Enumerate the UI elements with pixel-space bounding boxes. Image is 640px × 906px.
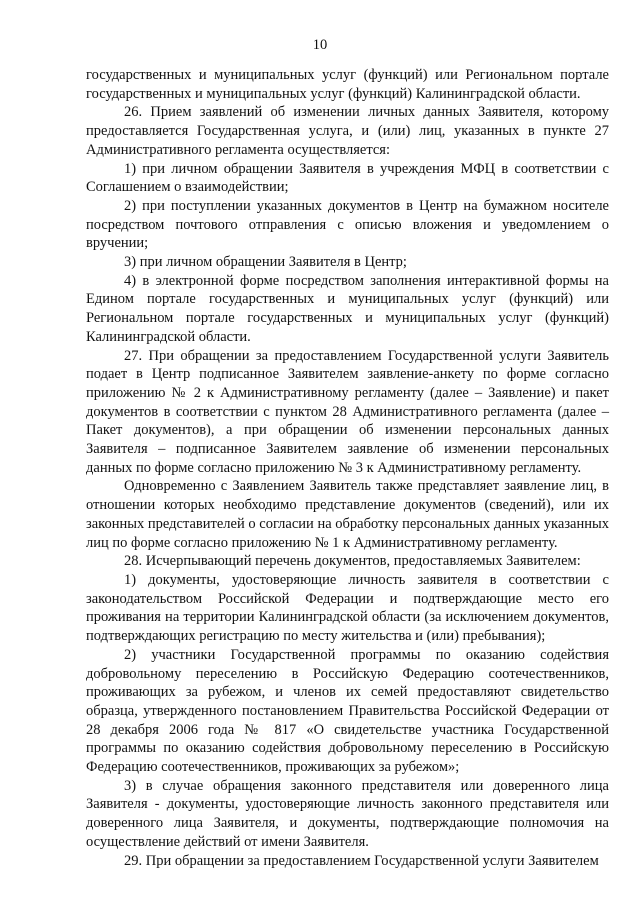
paragraph-28-item-1: 1) документы, удостоверяющие личность заявителя в соответствии с законодательством Российской Федерации и подтверждающие место его проживания на территории Калининградской области (за исключением документов, подтверждающих регистрацию по месту жительства и (или) пребывания); <box>86 571 609 645</box>
paragraph-28-item-3: 3) в случае обращения законного представителя или доверенного лица Заявителя - документы, удостоверяющие личность законного представителя или доверенного лица Заявителя, и документы, подтверждающие полномочия на осуществление действий от имени Заявителя. <box>86 777 609 850</box>
paragraph-29: 29. При обращении за предоставлением Государственной услуги Заявителем <box>124 852 599 869</box>
document-body <box>86 66 609 870</box>
paragraph-27: 27. При обращении за предоставлением Государственной услуги Заявитель подает в Центр подписанное Заявителем заявление-анкету по форме согласно приложению № 2 к Административному регламенту (далее – Заявление) и пакет документов в соответствии с пунктом 28 Административного регламента (далее – Пакет документов), а при обращении об изменении персональных данных Заявителя – подписанное Заявителем заявление об изменении персональных данных по форме согласно приложению № 3 к Административному регламенту. <box>86 347 609 476</box>
page-number: 10 <box>312 37 328 53</box>
paragraph-26-item-1: 1) при личном обращении Заявителя в учреждения МФЦ в соответствии с Соглашением о взаимодействии; <box>86 160 609 196</box>
paragraph-27-continued: Одновременно с Заявлением Заявитель также представляет заявление лиц, в отношении которых необходимо представление документов (сведений), или их законных представителей о согласии на обработку персональных данных указанных лиц по форме согласно приложению № 1 к Административному регламенту. <box>86 478 609 551</box>
paragraph-continuation: государственных и муниципальных услуг (функций) или Региональном портале государственных и муниципальных услуг (функций) Калининградской области. <box>86 67 609 102</box>
paragraph-26: 26. Прием заявлений об изменении личных данных Заявителя, которому предоставляется Государственная услуга, и (или) лиц, указанных в пункте 27 Административного регламента осуществляется: <box>86 104 609 158</box>
paragraph-26-item-2: 2) при поступлении указанных документов в Центр на бумажном носителе посредством почтового отправления с описью вложения и уведомлением о вручении; <box>86 197 609 252</box>
paragraph-26-item-3: 3) при личном обращении Заявителя в Центр; <box>124 254 407 271</box>
paragraph-28-item-2: 2) участники Государственной программы по оказанию содействия добровольному переселению в Российскую Федерацию соотечественников, проживающих за рубежом, и членов их семей предоставляют свидетельство образца, утвержденного постановлением Правительства Российской Федерации от 28 декабря 2006 года № 817 «О свидетельстве участника Государственной программы по оказанию содействия добровольному переселению в Российскую Федерацию соотечественников, проживающих за рубежом»; <box>86 646 609 776</box>
paragraph-26-item-4: 4) в электронной форме посредством заполнения интерактивной формы на Едином портале государственных и муниципальных услуг (функций) или Региональном портале государственных и муниципальных услуг (функций) Калининградской области. <box>86 272 609 345</box>
paragraph-28: 28. Исчерпывающий перечень документов, предоставляемых Заявителем: <box>124 553 581 570</box>
